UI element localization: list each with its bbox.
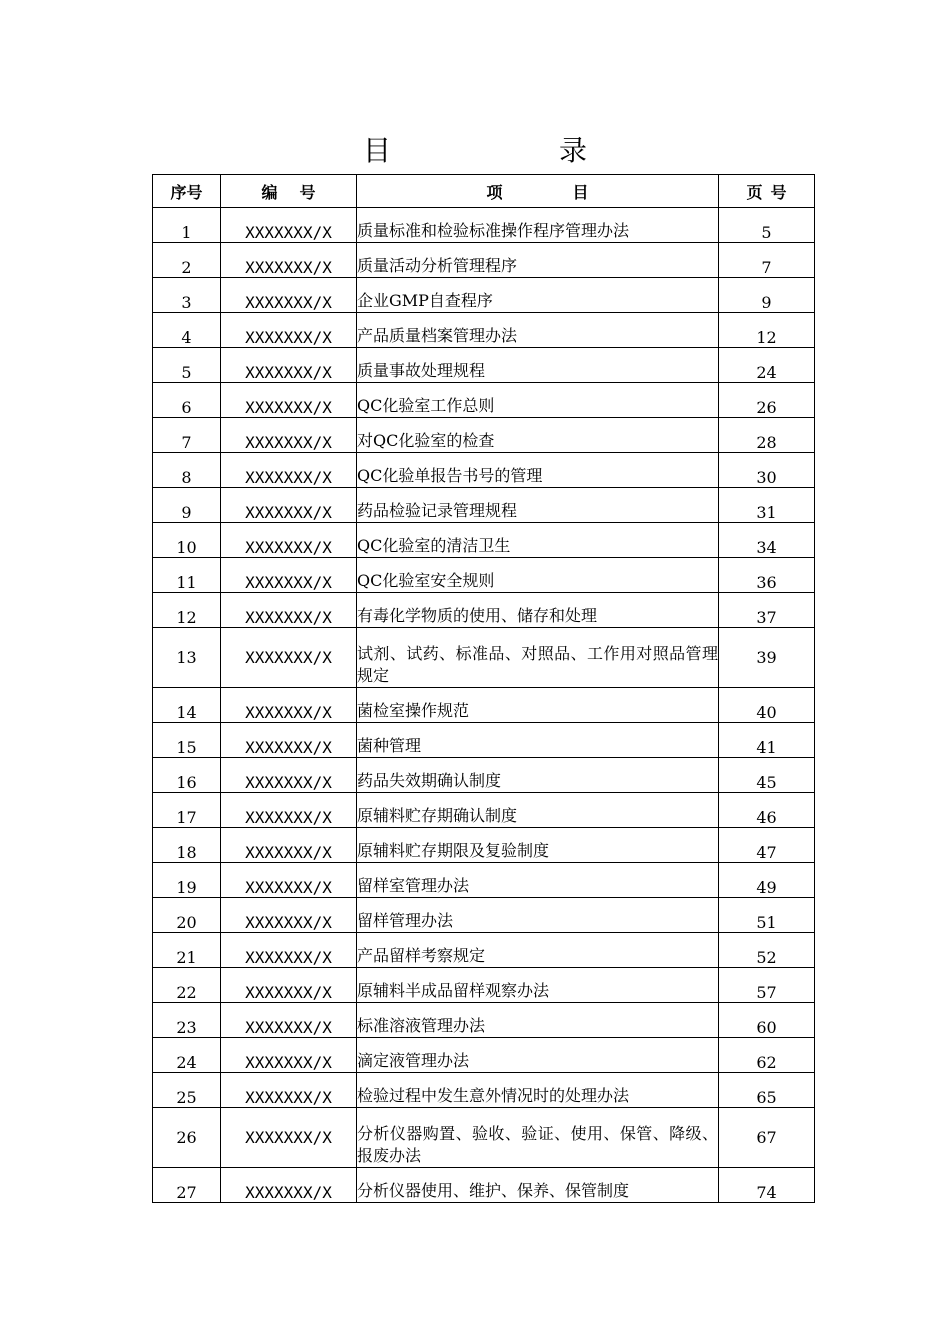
row-page: 57: [719, 968, 815, 1003]
table-row: [153, 723, 815, 758]
row-item: 质量标准和检验标准操作程序管理办法: [357, 208, 719, 243]
row-code: XXXXXXX/X: [221, 523, 357, 558]
header-item: 项目: [357, 175, 719, 208]
table-row: [153, 453, 815, 488]
row-page: 65: [719, 1073, 815, 1108]
row-code: XXXXXXX/X: [221, 418, 357, 453]
row-seq: 8: [153, 453, 221, 488]
row-code: XXXXXXX/X: [221, 278, 357, 313]
table-row: [153, 1073, 815, 1108]
row-item: 菌种管理: [357, 723, 719, 758]
row-code: XXXXXXX/X: [221, 453, 357, 488]
row-item: 检验过程中发生意外情况时的处理办法: [357, 1073, 719, 1108]
row-seq: 11: [153, 558, 221, 593]
row-item: 试剂、试药、标准品、对照品、工作用对照品管理规定: [357, 628, 719, 688]
row-seq: 2: [153, 243, 221, 278]
row-page: 40: [719, 688, 815, 723]
row-item: 滴定液管理办法: [357, 1038, 719, 1073]
header-code: 编号: [221, 175, 357, 208]
row-seq: 10: [153, 523, 221, 558]
table-row: [153, 313, 815, 348]
row-item: QC化验室的清洁卫生: [357, 523, 719, 558]
row-item: 质量活动分析管理程序: [357, 243, 719, 278]
row-item: 质量事故处理规程: [357, 348, 719, 383]
row-item: 企业GMP自查程序: [357, 278, 719, 313]
row-code: XXXXXXX/X: [221, 1073, 357, 1108]
row-item: QC化验室工作总则: [357, 383, 719, 418]
row-page: 31: [719, 488, 815, 523]
row-seq: 20: [153, 898, 221, 933]
row-item: 原辅料贮存期确认制度: [357, 793, 719, 828]
row-code: XXXXXXX/X: [221, 1168, 357, 1203]
row-item: 分析仪器购置、验收、验证、使用、保管、降级、报废办法: [357, 1108, 719, 1168]
row-code: XXXXXXX/X: [221, 313, 357, 348]
row-seq: 25: [153, 1073, 221, 1108]
row-code: XXXXXXX/X: [221, 243, 357, 278]
row-item: 分析仪器使用、维护、保养、保管制度: [357, 1168, 719, 1203]
row-seq: 16: [153, 758, 221, 793]
row-page: 30: [719, 453, 815, 488]
toc-body: [153, 208, 815, 1203]
table-row: [153, 628, 815, 688]
row-seq: 6: [153, 383, 221, 418]
row-seq: 4: [153, 313, 221, 348]
row-seq: 13: [153, 628, 221, 688]
row-seq: 18: [153, 828, 221, 863]
row-seq: 1: [153, 208, 221, 243]
row-code: XXXXXXX/X: [221, 488, 357, 523]
row-seq: 9: [153, 488, 221, 523]
row-code: XXXXXXX/X: [221, 898, 357, 933]
row-item: 产品质量档案管理办法: [357, 313, 719, 348]
row-item: 菌检室操作规范: [357, 688, 719, 723]
row-item: 药品失效期确认制度: [357, 758, 719, 793]
table-row: [153, 558, 815, 593]
row-page: 5: [719, 208, 815, 243]
row-item: 有毒化学物质的使用、储存和处理: [357, 593, 719, 628]
row-code: XXXXXXX/X: [221, 723, 357, 758]
row-page: 7: [719, 243, 815, 278]
row-code: XXXXXXX/X: [221, 933, 357, 968]
row-code: XXXXXXX/X: [221, 348, 357, 383]
row-item: 产品留样考察规定: [357, 933, 719, 968]
row-code: XXXXXXX/X: [221, 1108, 357, 1168]
row-page: 36: [719, 558, 815, 593]
row-page: 45: [719, 758, 815, 793]
row-code: XXXXXXX/X: [221, 968, 357, 1003]
table-row: [153, 488, 815, 523]
row-item: QC化验单报告书号的管理: [357, 453, 719, 488]
row-page: 41: [719, 723, 815, 758]
row-seq: 14: [153, 688, 221, 723]
table-row: [153, 348, 815, 383]
table-row: [153, 863, 815, 898]
row-code: XXXXXXX/X: [221, 1003, 357, 1038]
row-item: 药品检验记录管理规程: [357, 488, 719, 523]
table-row: [153, 828, 815, 863]
row-page: 67: [719, 1108, 815, 1168]
table-row: [153, 418, 815, 453]
row-page: 49: [719, 863, 815, 898]
page-title: 目 录: [362, 134, 657, 167]
row-seq: 23: [153, 1003, 221, 1038]
row-item: 对QC化验室的检查: [357, 418, 719, 453]
table-row: [153, 1108, 815, 1168]
row-seq: 12: [153, 593, 221, 628]
row-page: 60: [719, 1003, 815, 1038]
row-code: XXXXXXX/X: [221, 628, 357, 688]
table-row: [153, 758, 815, 793]
row-page: 74: [719, 1168, 815, 1203]
row-page: 26: [719, 383, 815, 418]
row-page: 24: [719, 348, 815, 383]
row-seq: 21: [153, 933, 221, 968]
table-row: [153, 793, 815, 828]
row-item: 原辅料半成品留样观察办法: [357, 968, 719, 1003]
row-seq: 27: [153, 1168, 221, 1203]
row-code: XXXXXXX/X: [221, 688, 357, 723]
row-page: 34: [719, 523, 815, 558]
table-row: [153, 383, 815, 418]
row-code: XXXXXXX/X: [221, 793, 357, 828]
toc-table: [152, 174, 815, 1203]
row-page: 46: [719, 793, 815, 828]
row-seq: 26: [153, 1108, 221, 1168]
row-seq: 15: [153, 723, 221, 758]
row-seq: 19: [153, 863, 221, 898]
row-code: XXXXXXX/X: [221, 828, 357, 863]
row-item: QC化验室安全规则: [357, 558, 719, 593]
row-seq: 17: [153, 793, 221, 828]
row-page: 37: [719, 593, 815, 628]
row-page: 39: [719, 628, 815, 688]
row-item: 原辅料贮存期限及复验制度: [357, 828, 719, 863]
row-seq: 7: [153, 418, 221, 453]
row-seq: 5: [153, 348, 221, 383]
row-code: XXXXXXX/X: [221, 208, 357, 243]
row-item: 留样室管理办法: [357, 863, 719, 898]
row-page: 28: [719, 418, 815, 453]
table-row: [153, 1168, 815, 1203]
table-row: [153, 208, 815, 243]
row-seq: 22: [153, 968, 221, 1003]
table-row: [153, 1003, 815, 1038]
row-item: 标准溶液管理办法: [357, 1003, 719, 1038]
row-page: 47: [719, 828, 815, 863]
table-row: [153, 593, 815, 628]
row-code: XXXXXXX/X: [221, 383, 357, 418]
header-row: [153, 175, 815, 208]
table-row: [153, 523, 815, 558]
table-row: [153, 898, 815, 933]
row-page: 52: [719, 933, 815, 968]
row-code: XXXXXXX/X: [221, 863, 357, 898]
row-page: 62: [719, 1038, 815, 1073]
header-page: 页号: [719, 175, 815, 208]
row-page: 12: [719, 313, 815, 348]
row-code: XXXXXXX/X: [221, 758, 357, 793]
row-item: 留样管理办法: [357, 898, 719, 933]
table-row: [153, 933, 815, 968]
row-page: 9: [719, 278, 815, 313]
table-row: [153, 278, 815, 313]
row-code: XXXXXXX/X: [221, 1038, 357, 1073]
header-seq: 序号: [153, 175, 221, 208]
table-row: [153, 1038, 815, 1073]
row-seq: 24: [153, 1038, 221, 1073]
table-row: [153, 968, 815, 1003]
row-code: XXXXXXX/X: [221, 593, 357, 628]
row-page: 51: [719, 898, 815, 933]
table-row: [153, 688, 815, 723]
row-seq: 3: [153, 278, 221, 313]
table-row: [153, 243, 815, 278]
row-code: XXXXXXX/X: [221, 558, 357, 593]
